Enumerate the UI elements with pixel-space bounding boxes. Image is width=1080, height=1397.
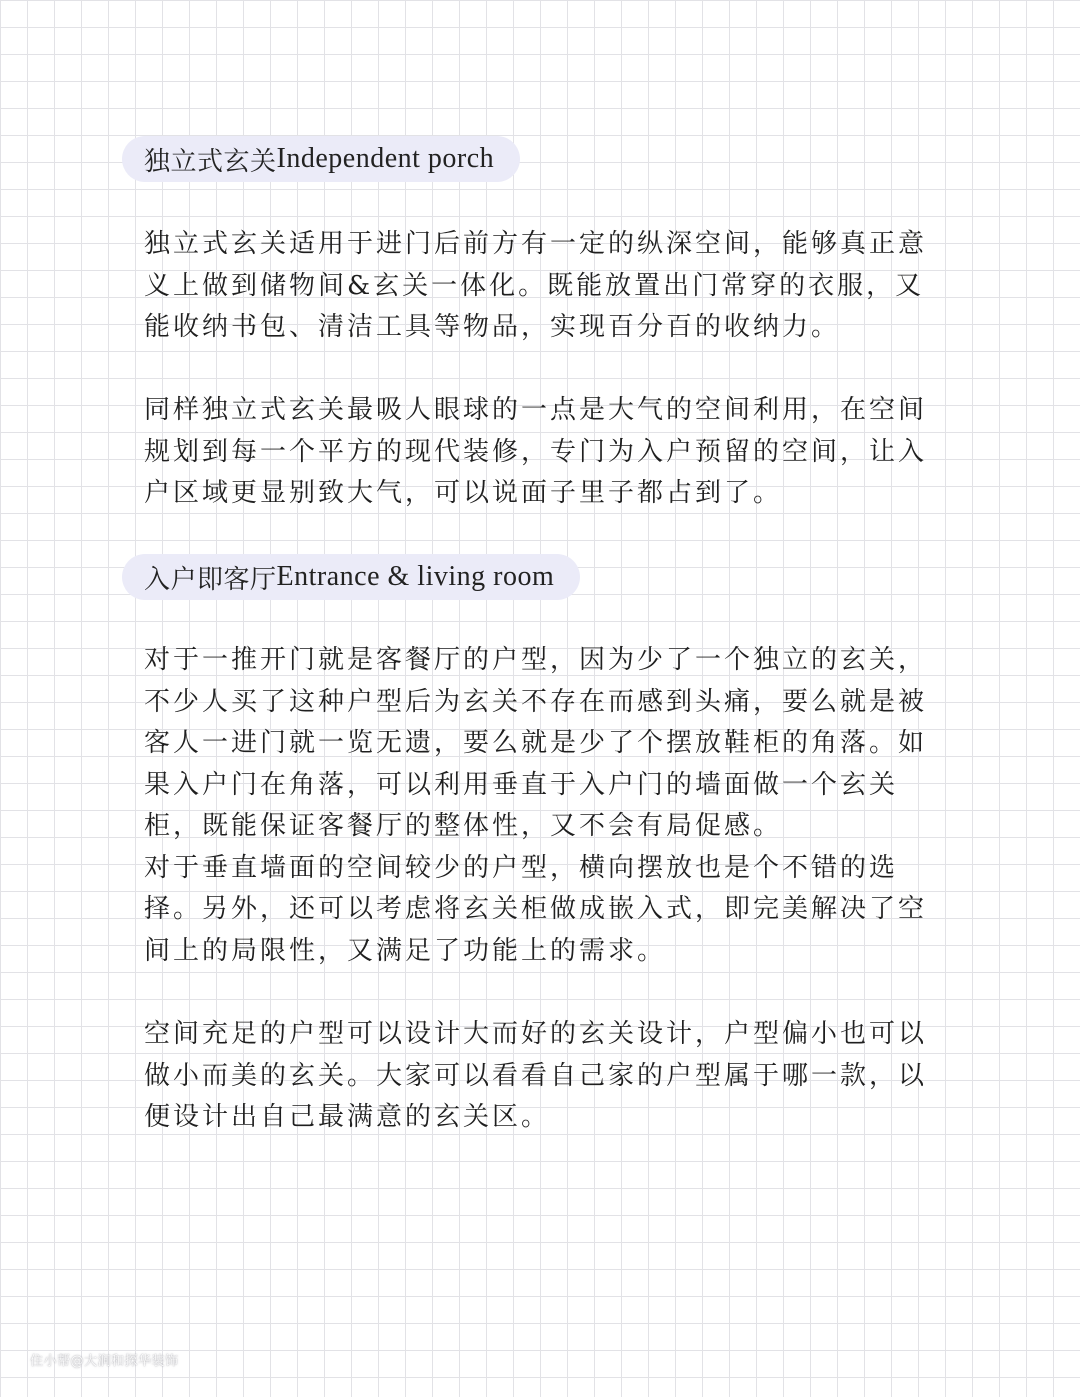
text-line: 客人一进门就一览无遗，要么就是少了个摆放鞋柜的角落。如 [144, 728, 928, 758]
text-line: 独立式玄关适用于进门后前方有一定的纵深空间，能够真正意 [144, 229, 928, 259]
text-line: 对于垂直墙面的空间较少的户型，横向摆放也是个不错的选 [144, 852, 899, 883]
text-line: 柜，既能保证客餐厅的整体性，又不会有局促感。 [144, 811, 783, 841]
text-line: 便设计出自己最满意的玄关区。 [144, 1102, 551, 1132]
text-line: 不少人买了这种户型后为玄关不存在而感到头痛，要么就是被 [144, 686, 928, 717]
paragraph [144, 224, 954, 349]
text-line: 果入户门在角落，可以利用垂直于入户门的墙面做一个玄关 [144, 769, 899, 800]
heading-english: Entrance & living room [276, 561, 555, 592]
section-heading-entrance-living-room [122, 554, 580, 600]
paragraph [144, 640, 954, 972]
heading-chinese: 独立式玄关 [144, 146, 277, 177]
section-heading-independent-porch [122, 136, 520, 182]
paragraph [144, 390, 954, 515]
text-line: 对于一推开门就是客餐厅的户型，因为少了一个独立的玄关， [144, 645, 928, 675]
heading-chinese: 入户即客厅 [144, 564, 277, 595]
text-line: 规划到每一个平方的现代装修，专门为入户预留的空间，让入 [144, 436, 928, 467]
text-line: 户区域更显别致大气，可以说面子里子都占到了。 [144, 478, 783, 508]
text-line: 能收纳书包、清洁工具等物品，实现百分百的收纳力。 [144, 312, 841, 342]
text-line: 间上的局限性，又满足了功能上的需求。 [144, 935, 667, 966]
text-line: 择。另外，还可以考虑将玄关柜做成嵌入式，即完美解决了空 [144, 894, 928, 924]
text-line: 空间充足的户型可以设计大而好的玄关设计，户型偏小也可以 [144, 1019, 928, 1049]
heading-english: Independent porch [276, 143, 495, 174]
paragraph [144, 1014, 954, 1139]
watermark-text: 住小帮@大涧和探华装饰 [30, 1354, 179, 1369]
text-line: 做小而美的玄关。大家可以看看自己家的户型属于哪一款，以 [144, 1060, 928, 1091]
text-line: 同样独立式玄关最吸人眼球的一点是大气的空间利用，在空间 [144, 395, 928, 425]
text-line: 义上做到储物间&玄关一体化。既能放置出门常穿的衣服，又 [144, 270, 925, 301]
